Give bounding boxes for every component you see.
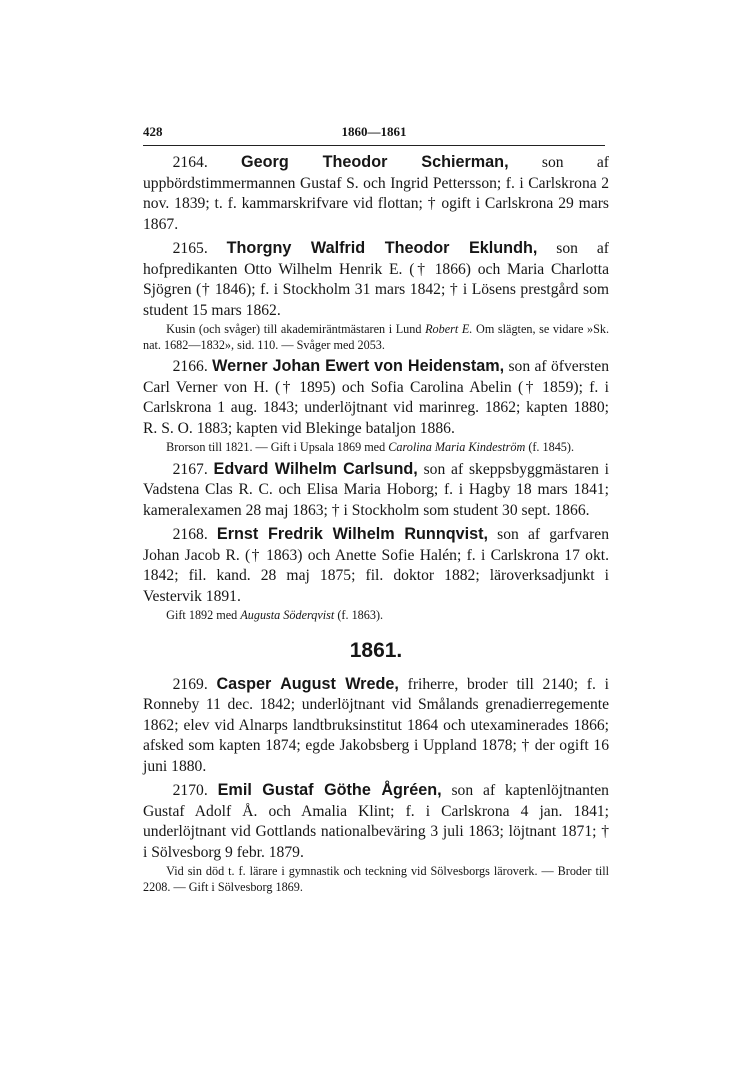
entry-text: son af hofpredikanten Otto Wilhelm Henrik E. († 1866) och Maria Charlotta Sjögren († 1846); f. i Stockholm 31 mars 1842; † i Lösens prestgård som student 15 mars 1862.: [143, 240, 609, 319]
entry-text: son af skeppsbyggmästaren i Vadstena Clas R. C. och Elisa Maria Hoborg; f. i Hagby 18 mars 1841; kameralexamen 28 maj 1863; † i Stockholm som student 30 sept. 1866.: [143, 460, 610, 519]
entry-name: Casper August Wrede,: [216, 674, 399, 693]
note-italic: Robert E.: [425, 322, 473, 336]
entry-text: friherre, broder till 2140; f. i Ronneby 11 dec. 1842; underlöjtnant vid Smålands grenadierregemente 1862; elev vid Alnarps landtbruksinstitut 1864 och utexaminerades 1866; afsked som kapten 1874; egde Jakobsberg i Uppland 1878; † der ogift 16 juni 1880.: [143, 675, 609, 775]
entry-name: Edvard Wilhelm Carlsund,: [213, 459, 418, 478]
note-text: Vid sin död t. f. lärare i gymnastik och teckning vid Sölvesborgs läroverk. — Broder till 2208. — Gift i Sölvesborg 1869.: [143, 864, 609, 894]
entry-name: Thorgny Walfrid Theodor Eklundh,: [226, 239, 538, 257]
entry-number: 2166.: [172, 358, 208, 375]
entry-text: son af uppbördstimmermannen Gustaf S. och Ingrid Pettersson; f. i Carlskrona 2 nov. 1839; t. f. kammarskrifvare vid flottan; † ogift i Carlskrona 29 mars 1867.: [143, 154, 609, 233]
entry-note-2168: [143, 608, 609, 624]
note-text: Kusin (och svåger) till akademiräntmästaren i Lund: [166, 322, 426, 336]
header-rule: [143, 145, 605, 146]
note-italic: Augusta Söderqvist: [240, 608, 335, 622]
entry-2165: [143, 238, 609, 321]
entry-name: Emil Gustaf Göthe Ågréen,: [217, 781, 442, 799]
note-text: Om slägten, se vidare »Sk. nat. 1682—1832», sid. 110. — Svåger med 2053.: [143, 322, 609, 352]
note-text: (f. 1863).: [334, 608, 384, 622]
entry-name: Ernst Fredrik Wilhelm Runnqvist,: [216, 525, 488, 543]
page-content: [143, 152, 609, 895]
entry-2166: [143, 356, 609, 439]
note-italic: Carolina Maria Kindeström: [388, 440, 526, 454]
entry-text: son af öfversten Carl Verner von H. († 1895) och Sofia Carolina Abelin († 1859); f. i Carlskrona 1 aug. 1843; underlöjtnant vid marinreg. 1862; kapten 1880; R. S. O. 1883; kapten vid Blekinge bataljon 1886.: [143, 358, 609, 437]
entry-number: 2169.: [172, 675, 208, 693]
entry-2169: [143, 674, 609, 778]
entry-number: 2168.: [172, 526, 208, 543]
page-number: 428: [143, 124, 163, 139]
entry-number: 2165.: [172, 240, 208, 257]
entry-text: son af kaptenlöjtnanten Gustaf Adolf Å. och Amalia Klint; f. i Carlskrona 4 jan. 1841; underlöjtnant vid Gottlands nationalbeväring 3 juli 1863; löjtnant 1871; † i Sölvesborg 9 febr. 1879.: [143, 782, 609, 861]
entry-note-2166: [143, 440, 609, 456]
entry-note-2170: [143, 864, 609, 895]
note-text: Brorson till 1821. — Gift i Upsala 1869 med: [166, 440, 389, 454]
entry-text: son af garfvaren Johan Jacob R. († 1863) och Anette Sofie Halén; f. i Carlskrona 17 okt. 1842; fil. kand. 28 maj 1875; fil. doktor 1882; läroverksadjunkt i Vestervik 1891.: [143, 526, 609, 605]
entry-2167: [143, 459, 609, 522]
entry-2164: [143, 152, 609, 235]
entry-name: Georg Theodor Schierman,: [241, 153, 509, 171]
entry-2170: [143, 780, 609, 863]
entry-2168: [143, 524, 609, 607]
note-text: (f. 1845).: [525, 440, 575, 454]
entry-note-2165: [143, 322, 609, 353]
entry-name: Werner Johan Ewert von Heidenstam,: [212, 357, 505, 375]
page-header: [143, 124, 605, 146]
entry-number: 2170.: [172, 782, 208, 799]
entry-number: 2164.: [172, 154, 208, 171]
running-head: 1860—1861: [341, 124, 407, 139]
year-heading: 1861.: [349, 638, 403, 662]
note-text: Gift 1892 med: [166, 608, 241, 622]
entry-number: 2167.: [172, 460, 208, 478]
